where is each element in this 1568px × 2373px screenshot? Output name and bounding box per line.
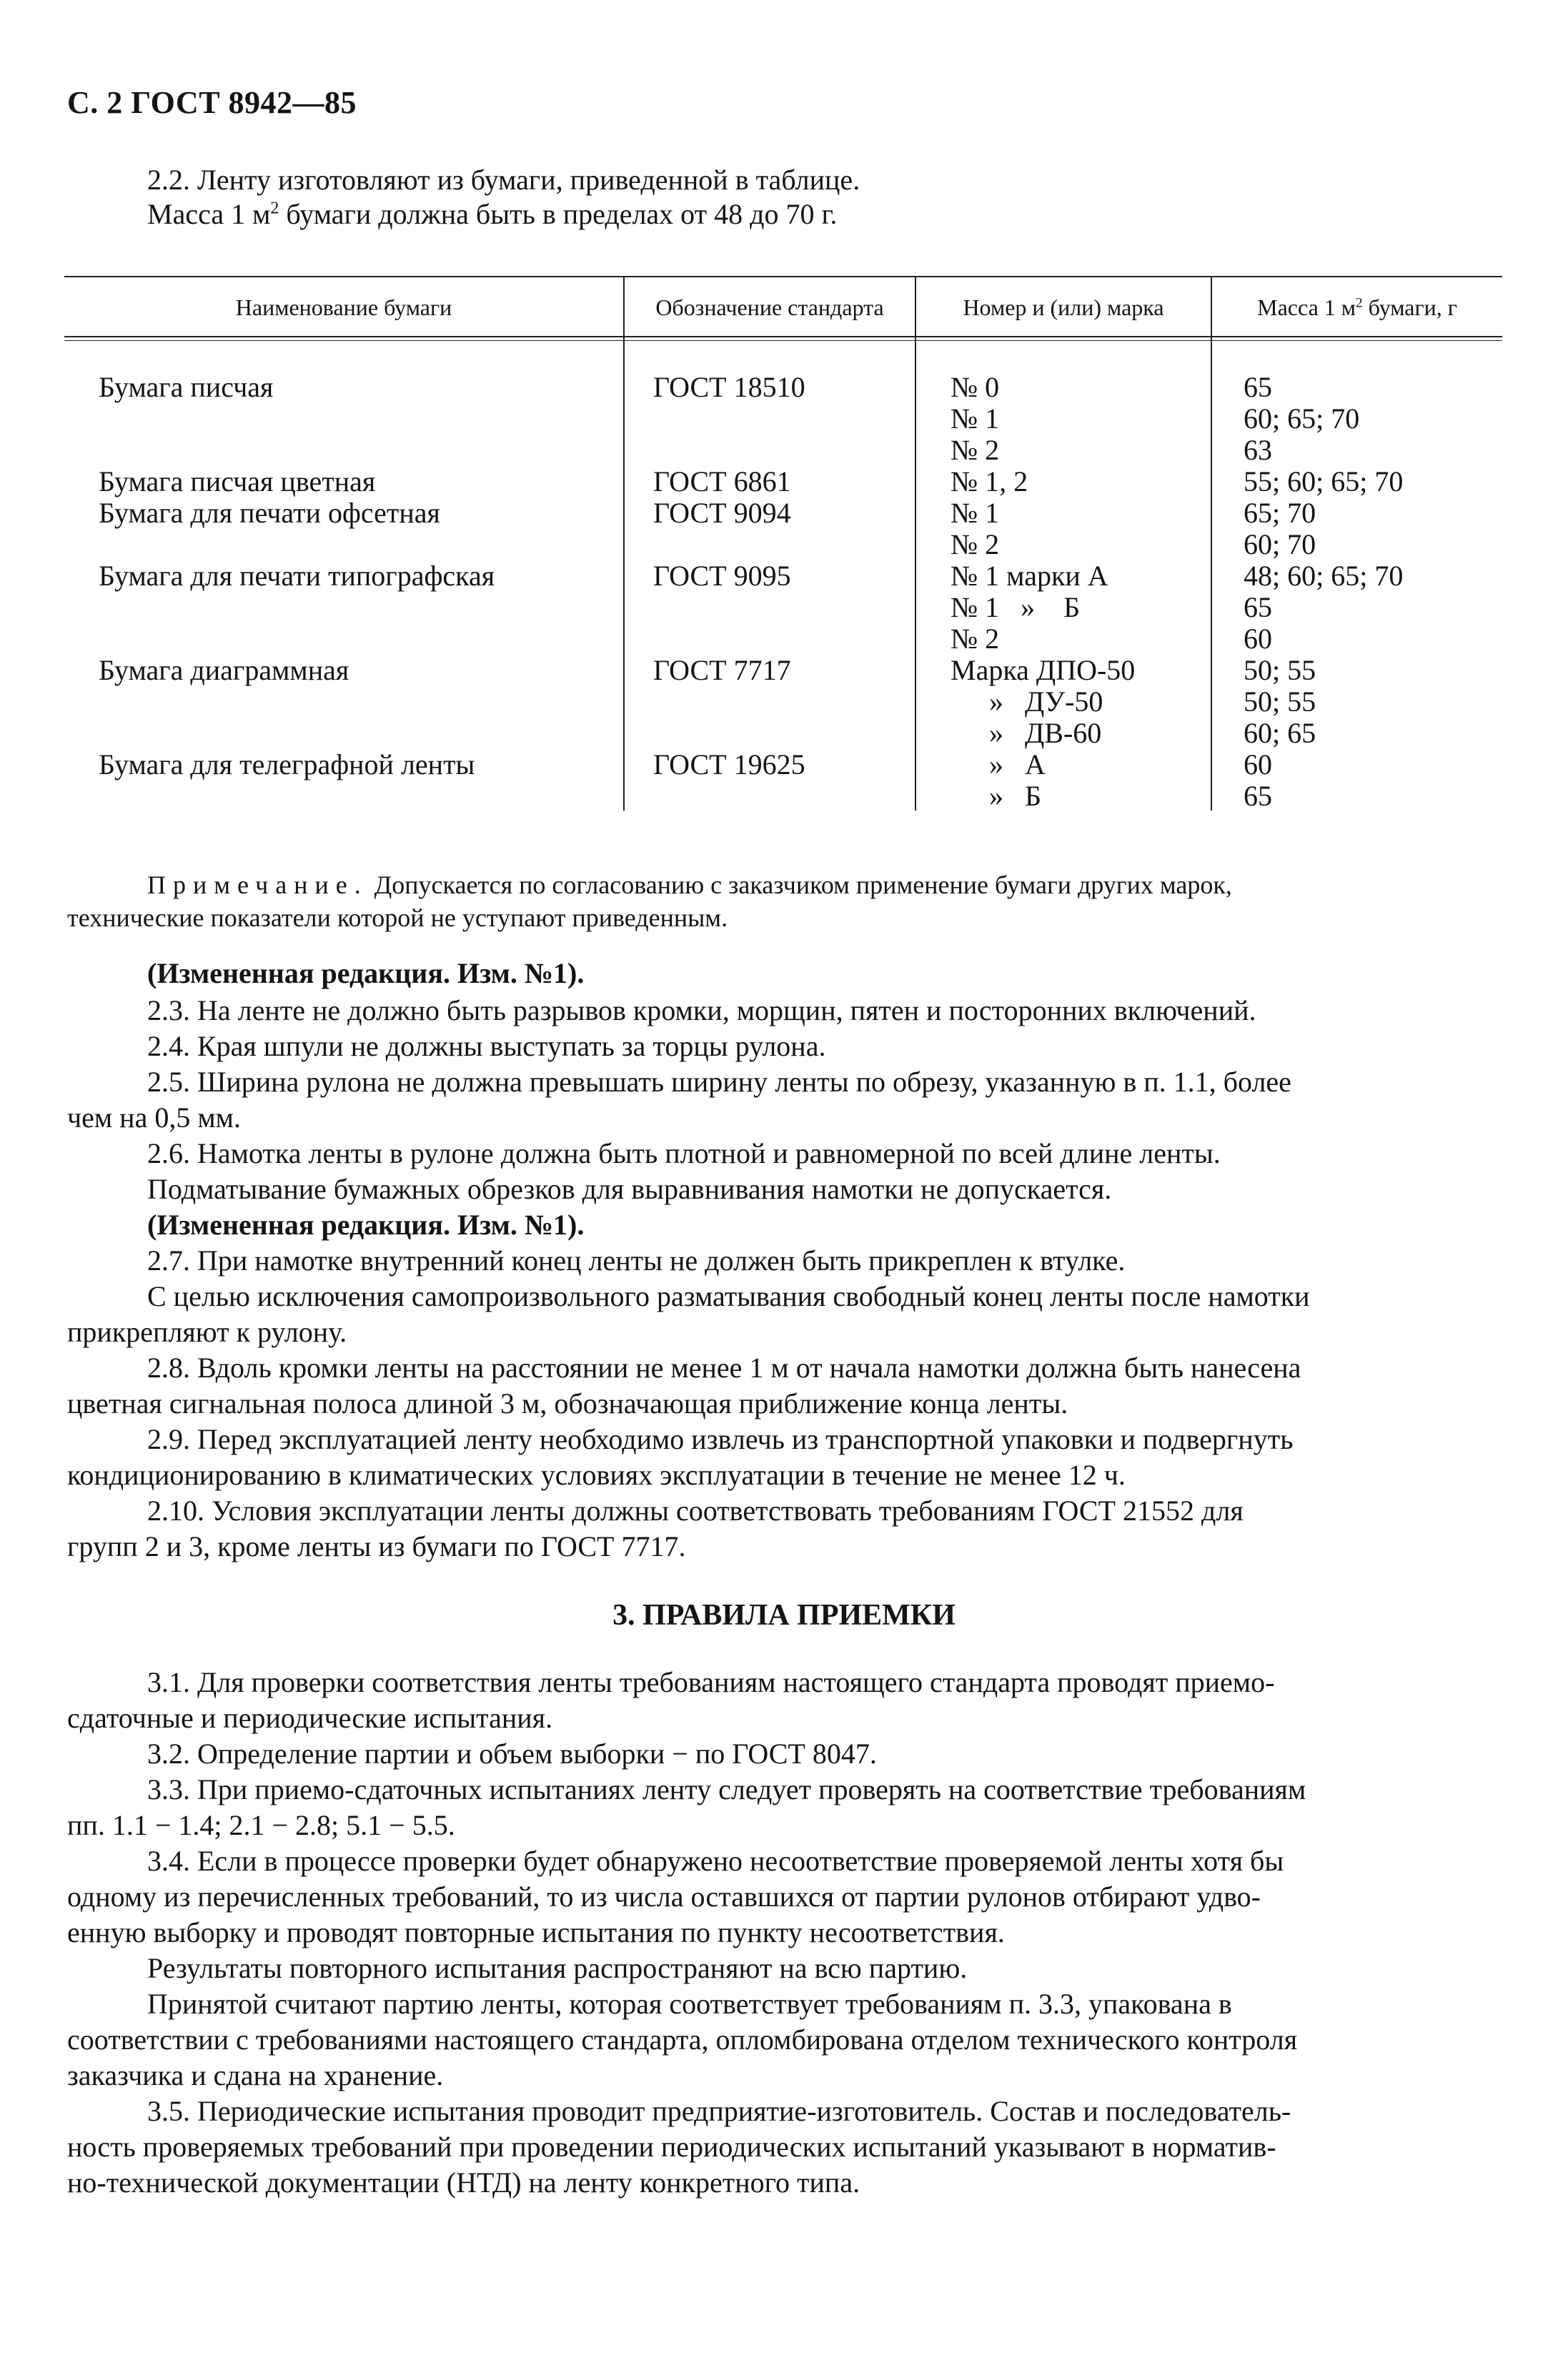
cell-number: № 2 [951, 528, 1000, 560]
paragraph-3-4-line-3: енную выборку и проводят повторные испытания по пункту несоответствия. [67, 1916, 1005, 1948]
paragraph-3-5-line-3: но-технической документации (НТД) на ленту конкретного типа. [67, 2166, 860, 2199]
table-header-rule-2 [64, 340, 1502, 341]
th-name: Наименование бумаги [235, 294, 452, 320]
paragraph-2-10-line-1: 2.10. Условия эксплуатации ленты должны соответствовать требованиям ГОСТ 21552 для [147, 1495, 1244, 1527]
cell-number: № 2 [951, 434, 1000, 466]
cell-mass: 65 [1244, 780, 1272, 812]
paragraph-2-4: 2.4. Края шпули не должны выступать за торцы рулона. [147, 1030, 826, 1062]
note-label: Примечание. [147, 871, 368, 899]
cell-number: » ДУ-50 [989, 685, 1103, 718]
section-3-title: 3. ПРАВИЛА ПРИЕМКИ [612, 1599, 956, 1632]
paragraph-2-3: 2.3. На ленте не должно быть разрывов кромки, морщин, пятен и посторонних включений. [147, 994, 1256, 1026]
paragraph-3-4-line-5: Принятой считают партию ленты, которая соответствует требованиям п. 3.3, упакована в [147, 1988, 1232, 2020]
paragraph-3-4-line-6: соответствии с требованиями настоящего стандарта, опломбирована отделом технического контроля [67, 2023, 1298, 2056]
paragraph-2-10-line-2: групп 2 и 3, кроме ленты из бумаги по ГОСТ 7717. [67, 1530, 686, 1562]
cell-mass: 48; 60; 65; 70 [1244, 560, 1404, 592]
table-header-rule [64, 336, 1502, 337]
page-header: С. 2 ГОСТ 8942—85 [67, 85, 357, 120]
intro-line-2-pre: Масса 1 м [147, 198, 271, 230]
paragraph-3-1-line-2: сдаточные и периодические испытания. [67, 1702, 553, 1734]
paragraph-2-8-line-2: цветная сигнальная полоса длиной 3 м, обозначающая приближение конца ленты. [67, 1387, 1068, 1420]
th-mass-sup: 2 [1356, 295, 1363, 311]
cell-number: № 1 марки А [951, 560, 1108, 592]
cell-mass: 65; 70 [1244, 497, 1316, 529]
cell-mass: 60; 65 [1244, 717, 1316, 749]
cell-name: Бумага писчая цветная [99, 465, 376, 497]
paragraph-2-9-line-1: 2.9. Перед эксплуатацией ленту необходимо извлечь из транспортной упаковки и подвергнуть [147, 1423, 1294, 1455]
paragraph-3-3-line-2: пп. 1.1 − 1.4; 2.1 − 2.8; 5.1 − 5.5. [67, 1809, 455, 1841]
cell-number: № 1 » Б [951, 591, 1081, 623]
paragraph-2-6-line-1: 2.6. Намотка ленты в рулоне должна быть плотной и равномерной по всей длине ленты. [147, 1137, 1221, 1169]
cell-name: Бумага для телеграфной ленты [99, 748, 475, 781]
paragraph-2-7-line-1: 2.7. При намотке внутренний конец ленты не должен быть прикреплен к втулке. [147, 1244, 1126, 1277]
cell-mass: 60; 70 [1244, 528, 1316, 560]
intro-line-2-sup: 2 [270, 199, 279, 218]
cell-number: № 1 [951, 402, 1000, 435]
cell-number: » Б [989, 780, 1041, 812]
cell-mass: 60; 65; 70 [1244, 402, 1360, 435]
paragraph-3-5-line-1: 3.5. Периодические испытания проводит предприятие-изготовитель. Состав и последователь- [147, 2095, 1291, 2127]
table-col-divider-1 [623, 276, 625, 811]
cell-number: » ДВ-60 [989, 717, 1102, 749]
amendment-note-1: (Измененная редакция. Изм. №1). [147, 957, 585, 989]
cell-number: № 2 [951, 623, 1000, 655]
paragraph-3-1-line-1: 3.1. Для проверки соответствия ленты требованиям настоящего стандарта проводят приемо- [147, 1666, 1275, 1698]
cell-mass: 60 [1244, 623, 1272, 655]
cell-standard: ГОСТ 7717 [653, 654, 791, 686]
paragraph-2-5-line-2: чем на 0,5 мм. [67, 1101, 241, 1134]
paragraph-2-7-line-3: прикрепляют к рулону. [67, 1316, 347, 1348]
cell-mass: 63 [1244, 434, 1272, 466]
paragraph-2-8-line-1: 2.8. Вдоль кромки ленты на расстоянии не менее 1 м от начала намотки должна быть нанесена [147, 1352, 1301, 1384]
cell-number: » А [989, 748, 1046, 781]
cell-standard: ГОСТ 19625 [653, 748, 805, 781]
note-line-2: технические показатели которой не уступают приведенным. [67, 903, 728, 932]
table-top-rule [64, 276, 1502, 277]
th-mass-post: бумаги, г [1362, 294, 1457, 320]
table-col-divider-2 [915, 276, 916, 811]
th-number: Номер и (или) марка [963, 294, 1164, 320]
paragraph-3-5-line-2: ность проверяемых требований при проведении периодических испытаний указывают в норматив- [67, 2131, 1276, 2163]
note-line-1: Допускается по согласованию с заказчиком применение бумаги других марок, [367, 871, 1232, 899]
th-mass-pre: Масса 1 м [1257, 294, 1356, 320]
paragraph-3-4-line-7: заказчика и сдана на хранение. [67, 2059, 444, 2091]
cell-number: № 1 [951, 497, 1000, 529]
cell-mass: 50; 55 [1244, 685, 1316, 718]
intro-line-2 [147, 197, 837, 232]
amendment-note-2: (Измененная редакция. Изм. №1). [147, 1209, 585, 1241]
table-col-divider-3 [1211, 276, 1212, 811]
cell-name: Бумага писчая [99, 371, 274, 403]
cell-name: Бумага диаграммная [99, 654, 349, 686]
th-mass [1212, 294, 1502, 321]
cell-number: Марка ДПО-50 [951, 654, 1136, 686]
cell-mass: 65 [1244, 591, 1272, 623]
intro-line-1: 2.2. Ленту изготовляют из бумаги, приведенной в таблице. [147, 164, 860, 196]
cell-mass: 50; 55 [1244, 654, 1316, 686]
th-standard: Обозначение стандарта [655, 294, 884, 320]
cell-mass: 60 [1244, 748, 1272, 781]
cell-name: Бумага для печати офсетная [99, 497, 440, 529]
cell-standard: ГОСТ 9095 [653, 560, 791, 592]
cell-mass: 65 [1244, 371, 1272, 403]
cell-mass: 55; 60; 65; 70 [1244, 465, 1404, 497]
cell-standard: ГОСТ 18510 [653, 371, 805, 403]
cell-name: Бумага для печати типографская [99, 560, 495, 592]
paragraph-2-7-line-2: С целью исключения самопроизвольного разматывания свободный конец ленты после намотки [147, 1280, 1310, 1312]
cell-standard: ГОСТ 9094 [653, 497, 791, 529]
paragraph-3-4-line-2: одному из перечисленных требований, то из числа оставшихся от партии рулонов отбирают удво- [67, 1881, 1261, 1913]
paragraph-3-2: 3.2. Определение партии и объем выборки − по ГОСТ 8047. [147, 1738, 877, 1770]
paragraph-3-4-line-1: 3.4. Если в процессе проверки будет обнаружено несоответствие проверяемой ленты хотя бы [147, 1845, 1284, 1877]
paragraph-3-3-line-1: 3.3. При приемо-сдаточных испытаниях ленту следует проверять на соответствие требованиям [147, 1773, 1306, 1805]
cell-standard: ГОСТ 6861 [653, 465, 791, 497]
cell-number: № 0 [951, 371, 1000, 403]
intro-line-2-post: бумаги должна быть в пределах от 48 до 70 г. [279, 198, 838, 230]
cell-number: № 1, 2 [951, 465, 1028, 497]
paragraph-2-6-line-2: Подматывание бумажных обрезков для выравнивания намотки не допускается. [147, 1173, 1112, 1205]
paragraph-2-5-line-1: 2.5. Ширина рулона не должна превышать ширину ленты по обрезу, указанную в п. 1.1, более [147, 1066, 1291, 1098]
paragraph-3-4-line-4: Результаты повторного испытания распространяют на всю партию. [147, 1952, 968, 1984]
paragraph-2-9-line-2: кондиционированию в климатических условиях эксплуатации в течение не менее 12 ч. [67, 1459, 1126, 1491]
table-note [147, 869, 1232, 901]
